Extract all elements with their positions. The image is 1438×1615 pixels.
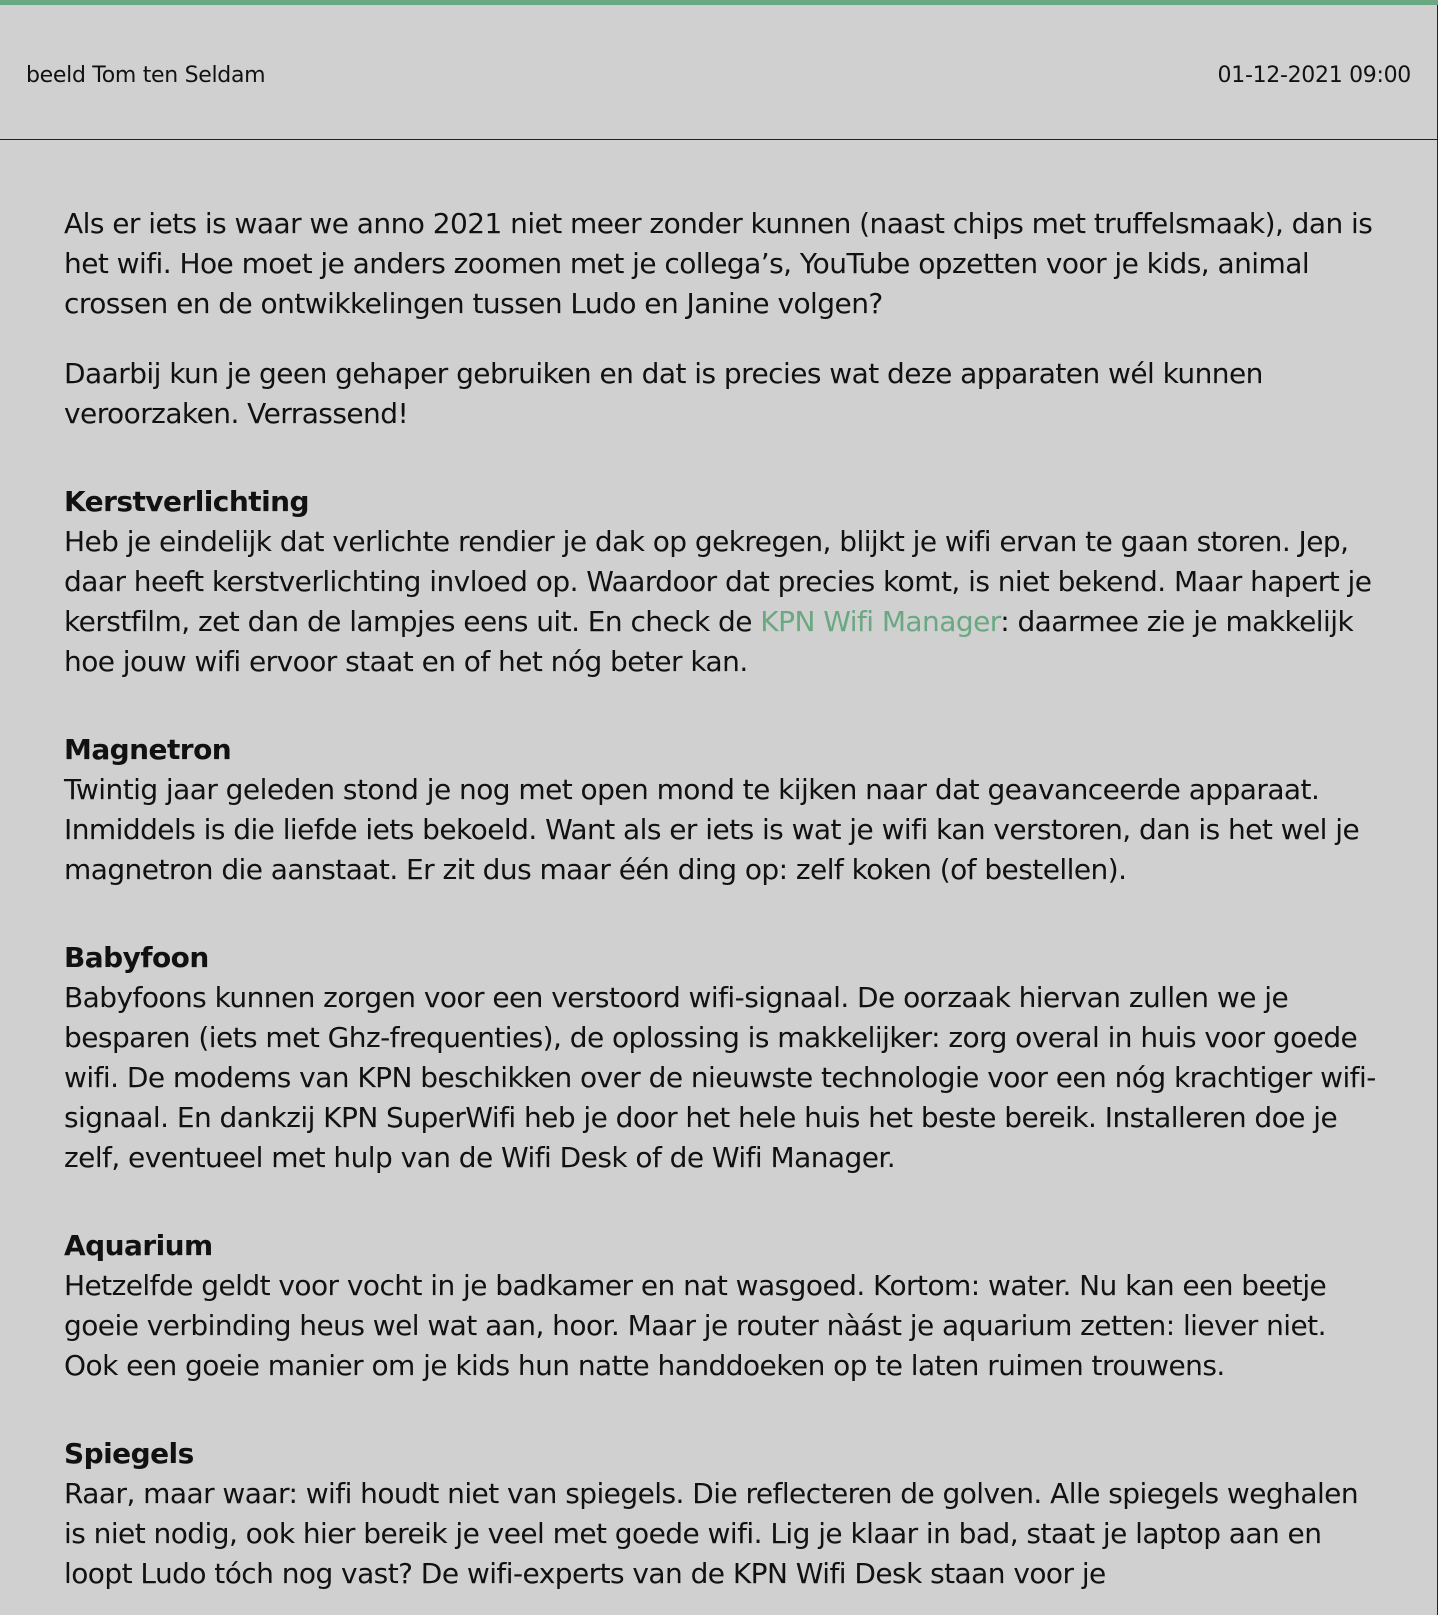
section-text: Raar, maar waar: wifi houdt niet van spiegels. Die reflecteren de golven. Alle spiegels weghalen is niet nodig, ook hier bereik je veel met goede wifi. Lig je klaar in bad, staat je laptop aan en loopt Ludo tóch nog vast? De wifi-experts van de KPN Wifi Desk staan voor je — [64, 1477, 1359, 1590]
section-babyfoon — [64, 938, 1384, 1178]
section-title: Aquarium — [64, 1229, 213, 1262]
article-meta-header — [0, 5, 1438, 140]
section-aquarium — [64, 1226, 1384, 1386]
section-spiegels — [64, 1434, 1384, 1594]
section-title: Magnetron — [64, 733, 232, 766]
article-body — [64, 204, 1384, 1615]
section-text-part: : daarmee zie je makkelijk hoe jouw wifi ervoor staat en of het nóg beter kan. — [64, 605, 1354, 678]
kpn-wifi-manager-link[interactable]: KPN Wifi Manager — [760, 605, 1001, 638]
section-text — [64, 522, 1384, 682]
section-kerstverlichting — [64, 482, 1384, 682]
section-text: Hetzelfde geldt voor vocht in je badkamer en nat wasgoed. Kortom: water. Nu kan een beetje goeie verbinding heus wel wat aan, hoor. Maar je router nàást je aquarium zetten: liever niet. Ook een goeie manier om je kids hun natte handdoeken op te laten ruimen trouwens. — [64, 1269, 1327, 1382]
intro-paragraph: Als er iets is waar we anno 2021 niet meer zonder kunnen (naast chips met truffelsmaak), dan is het wifi. Hoe moet je anders zoomen met je collega’s, YouTube opzetten voor je kids, animal crossen en de ontwikkelingen tussen Ludo en Janine volgen? — [64, 207, 1373, 320]
section-text: Babyfoons kunnen zorgen voor een verstoord wifi-signaal. De oorzaak hiervan zullen we je besparen (iets met Ghz-frequenties), de oplossing is makkelijker: zorg overal in huis voor goede wifi. De modems van KPN beschikken over de nieuwste technologie voor een nóg krachtiger wifi-signaal. En dankzij KPN SuperWifi heb je door het hele huis het beste bereik. Installeren doe je zelf, eventueel met hulp van de Wifi Desk of de Wifi Manager. — [64, 981, 1376, 1174]
section-title: Kerstverlichting — [64, 485, 309, 518]
section-magnetron — [64, 730, 1384, 890]
section-title: Spiegels — [64, 1437, 194, 1470]
publish-timestamp: 01-12-2021 09:00 — [1217, 63, 1411, 88]
section-title: Babyfoon — [64, 941, 209, 974]
image-credit: beeld Tom ten Seldam — [26, 63, 266, 88]
section-text-part: Heb je eindelijk dat verlichte rendier je dak op gekregen, blijkt je wifi ervan te gaan storen. Jep, daar heeft kerstverlichting invloed op. Waardoor dat precies komt, is niet bekend. Maar hapert je kerstfilm, zet dan de lampjes eens uit. En check de — [64, 525, 1372, 638]
intro-paragraph: Daarbij kun je geen gehaper gebruiken en dat is precies wat deze apparaten wél kunnen veroorzaken. Verrassend! — [64, 357, 1263, 430]
section-text: Twintig jaar geleden stond je nog met open mond te kijken naar dat geavanceerde apparaat. Inmiddels is die liefde iets bekoeld. Want als er iets is wat je wifi kan verstoren, dan is het wel je magnetron die aanstaat. Er zit dus maar één ding op: zelf koken (of bestellen). — [64, 773, 1360, 886]
